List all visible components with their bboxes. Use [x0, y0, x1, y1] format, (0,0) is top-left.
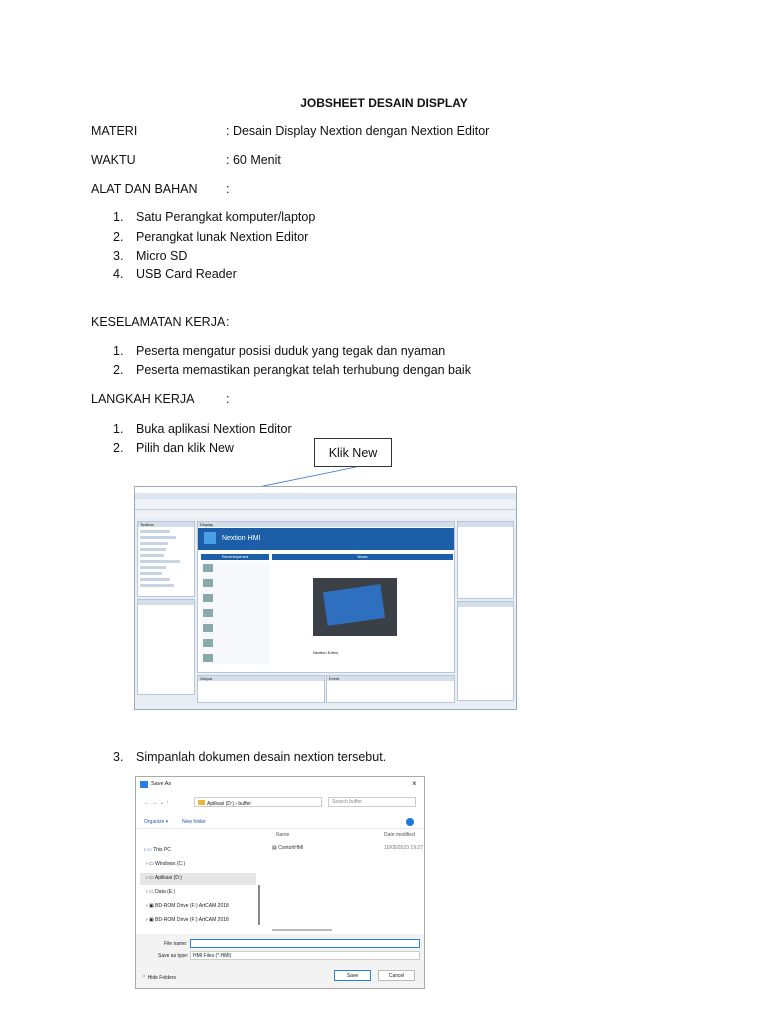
list-number: 4. — [113, 267, 124, 281]
langkah-colon: : — [226, 392, 230, 406]
nextion-editor-screenshot: Toolbox Display Nextion HMI Recentopened News Nextion Editor Output Event — [134, 486, 517, 710]
callout-box: Klik New — [314, 438, 392, 467]
langkah-label: LANGKAH KERJA — [91, 392, 195, 406]
h-scrollbar[interactable] — [272, 929, 332, 931]
search-input[interactable]: Search buffer — [328, 797, 416, 807]
list-item: USB Card Reader — [136, 267, 237, 281]
file-row[interactable]: ▤ ContohHMI — [272, 845, 304, 851]
list-item: Simpanlah dokumen desain nextion tersebut. — [136, 750, 387, 764]
waktu-value: : 60 Menit — [226, 153, 281, 167]
file-name-input[interactable] — [190, 939, 420, 948]
file-name-label: File name: — [164, 941, 188, 947]
save-button[interactable]: Save — [334, 970, 371, 981]
recent-header: Recentopened — [201, 554, 269, 560]
list-item: Pilih dan klik New — [136, 441, 234, 455]
address-bar[interactable]: Aplikasi (D:) › buffer — [194, 797, 322, 807]
list-item: Satu Perangkat komputer/laptop — [136, 210, 316, 224]
materi-label: MATERI — [91, 124, 138, 138]
list-number: 2. — [113, 363, 124, 377]
list-number: 1. — [113, 422, 124, 436]
save-type-label: Save as type: — [158, 953, 189, 959]
cancel-button[interactable]: Cancel — [378, 970, 415, 981]
alat-colon: : — [226, 182, 230, 196]
organize-button[interactable]: Organize ▾ — [144, 819, 169, 825]
help-icon[interactable] — [406, 818, 414, 826]
new-folder-button[interactable]: New folder — [182, 819, 206, 825]
tree-item[interactable]: › ▭ This PC — [144, 847, 171, 853]
nav-arrows-icon[interactable]: ← → ⌄ ↑ — [144, 800, 170, 806]
app-icon — [140, 781, 148, 788]
news-header: News — [272, 554, 453, 560]
file-date: 10/05/2023 19:27 — [384, 845, 423, 851]
list-number: 2. — [113, 230, 124, 244]
list-number: 1. — [113, 344, 124, 358]
list-item: Buka aplikasi Nextion Editor — [136, 422, 292, 436]
list-item: Peserta memastikan perangkat telah terhubung dengan baik — [136, 363, 471, 377]
close-icon[interactable]: × — [412, 779, 417, 788]
list-number: 3. — [113, 249, 124, 263]
page-title: JOBSHEET DESAIN DISPLAY — [300, 96, 468, 110]
list-item: Micro SD — [136, 249, 188, 263]
keselamatan-colon: : — [226, 315, 230, 329]
scrollbar[interactable] — [258, 885, 260, 925]
list-number: 1. — [113, 210, 124, 224]
materi-value: : Desain Display Nextion dengan Nextion Editor — [226, 124, 490, 138]
version-text: Nextion Editor — [313, 650, 339, 655]
waktu-label: WAKTU — [91, 153, 136, 167]
keselamatan-label: KESELAMATAN KERJA — [91, 315, 226, 329]
col-name[interactable]: Name — [276, 832, 290, 838]
dialog-title: Save As — [151, 781, 172, 787]
tree-item[interactable]: › ▣ BD-ROM Drive (F:) ArtCAM 2018 — [146, 917, 229, 923]
list-item: Perangkat lunak Nextion Editor — [136, 230, 309, 244]
list-number: 2. — [113, 441, 124, 455]
list-item: Peserta mengatur posisi duduk yang tegak dan nyaman — [136, 344, 446, 358]
hide-folders-button[interactable]: ⌃ Hide Folders — [142, 975, 176, 981]
tree-item[interactable]: › ▭ Data (E:) — [146, 889, 176, 895]
list-number: 3. — [113, 750, 124, 764]
toolbox-header: Toolbox — [138, 522, 194, 527]
save-as-dialog — [135, 776, 425, 989]
tree-item[interactable]: › ▭ Windows (C:) — [146, 861, 186, 867]
save-type-select[interactable]: HMI Files (*.HMI) — [190, 951, 420, 960]
col-date[interactable]: Date modified — [384, 832, 415, 838]
tree-item-selected[interactable]: › ▭ Aplikasi (D:) — [146, 875, 182, 881]
nextion-brand: Nextion HMI — [221, 535, 261, 542]
tree-item[interactable]: › ▣ BD-ROM Drive (F:) ArtCAM 2018 — [146, 903, 229, 909]
alat-label: ALAT DAN BAHAN — [91, 182, 198, 196]
